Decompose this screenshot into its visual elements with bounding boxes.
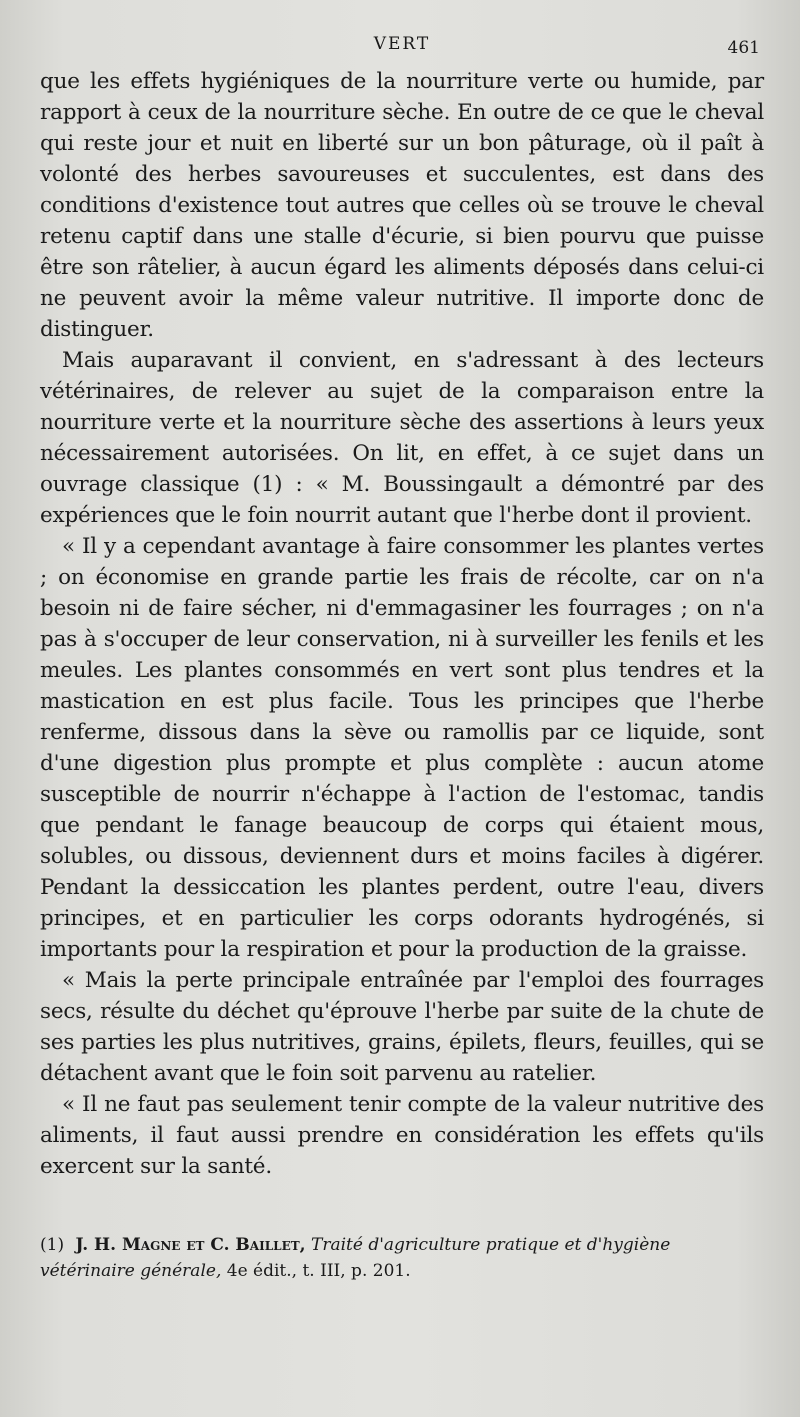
paragraph: que les effets hygiéniques de la nourriture verte ou humide, par rapport à ceux de la nourriture sèche. En outre de ce que le cheval qui reste jour et nuit en liberté sur un bon pâturage, où il paît à volonté des herbes savoureuses et succulentes, est dans des conditions d'existence tout autres que celles où se trouve le cheval retenu captif dans une stalle d'écurie, si bien pourvu que puisse être son râtelier, à aucun égard les aliments déposés dans celui-ci ne peuvent avoir la même valeur nutritive. Il importe donc de distinguer.: [40, 69, 764, 342]
footnote-authors: J. H. Magne et C. Baillet,: [75, 1235, 306, 1255]
footnote-marker: (1): [40, 1235, 65, 1255]
running-head-title: VERT: [373, 34, 431, 54]
paragraph: « Mais la perte principale entraînée par l'emploi des fourrages secs, résulte du déchet qu'éprouve l'herbe par suite de la chute de ses parties les plus nutritives, grains, épilets, fleurs, feuilles, qui se détachent avant que le foin soit parvenu au ratelier.: [40, 968, 764, 1086]
running-head: [40, 30, 764, 66]
footnote-details: 4e édit., t. III, p. 201.: [226, 1261, 411, 1281]
paragraph: « Il ne faut pas seulement tenir compte de la valeur nutritive des aliments, il faut aussi prendre en considération les effets qu'ils exercent sur la santé.: [40, 1092, 764, 1179]
paragraph: Mais auparavant il convient, en s'adressant à des lecteurs vétérinaires, de relever au sujet de la comparaison entre la nourriture verte et la nourriture sèche des assertions à leurs yeux nécessairement autorisées. On lit, en effet, à ce sujet dans un ouvrage classique (1) : « M. Boussingault a démontré par des expériences que le foin nourrit autant que l'herbe dont il provient.: [40, 348, 764, 528]
page-number: 461: [727, 38, 760, 58]
footnote-title: Traité d'agriculture pratique et d'hygiène vétérinaire générale,: [40, 1235, 671, 1281]
body-text: [40, 66, 764, 1182]
paragraph: « Il y a cependant avantage à faire consommer les plantes vertes ; on économise en grande partie les frais de récolte, car on n'a besoin ni de faire sécher, ni d'emmagasiner les fourrages ; on n'a pas à s'occuper de leur conservation, ni à surveiller les fenils et les meules. Les plantes consommés en vert sont plus tendres et la mastication en est plus facile. Tous les principes que l'herbe renferme, dissous dans la sève ou ramollis par ce liquide, sont d'une digestion plus prompte et plus complète : aucun atome susceptible de nourrir n'échappe à l'action de l'estomac, tandis que pendant le fanage beaucoup de corps qui étaient mous, solubles, ou dissous, deviennent durs et moins faciles à digérer. Pendant la dessiccation les plantes perdent, outre l'eau, divers principes, et en particulier les corps odorants hydrogénés, si importants pour la respiration et pour la production de la graisse.: [40, 534, 764, 962]
footnote: [40, 1232, 764, 1284]
